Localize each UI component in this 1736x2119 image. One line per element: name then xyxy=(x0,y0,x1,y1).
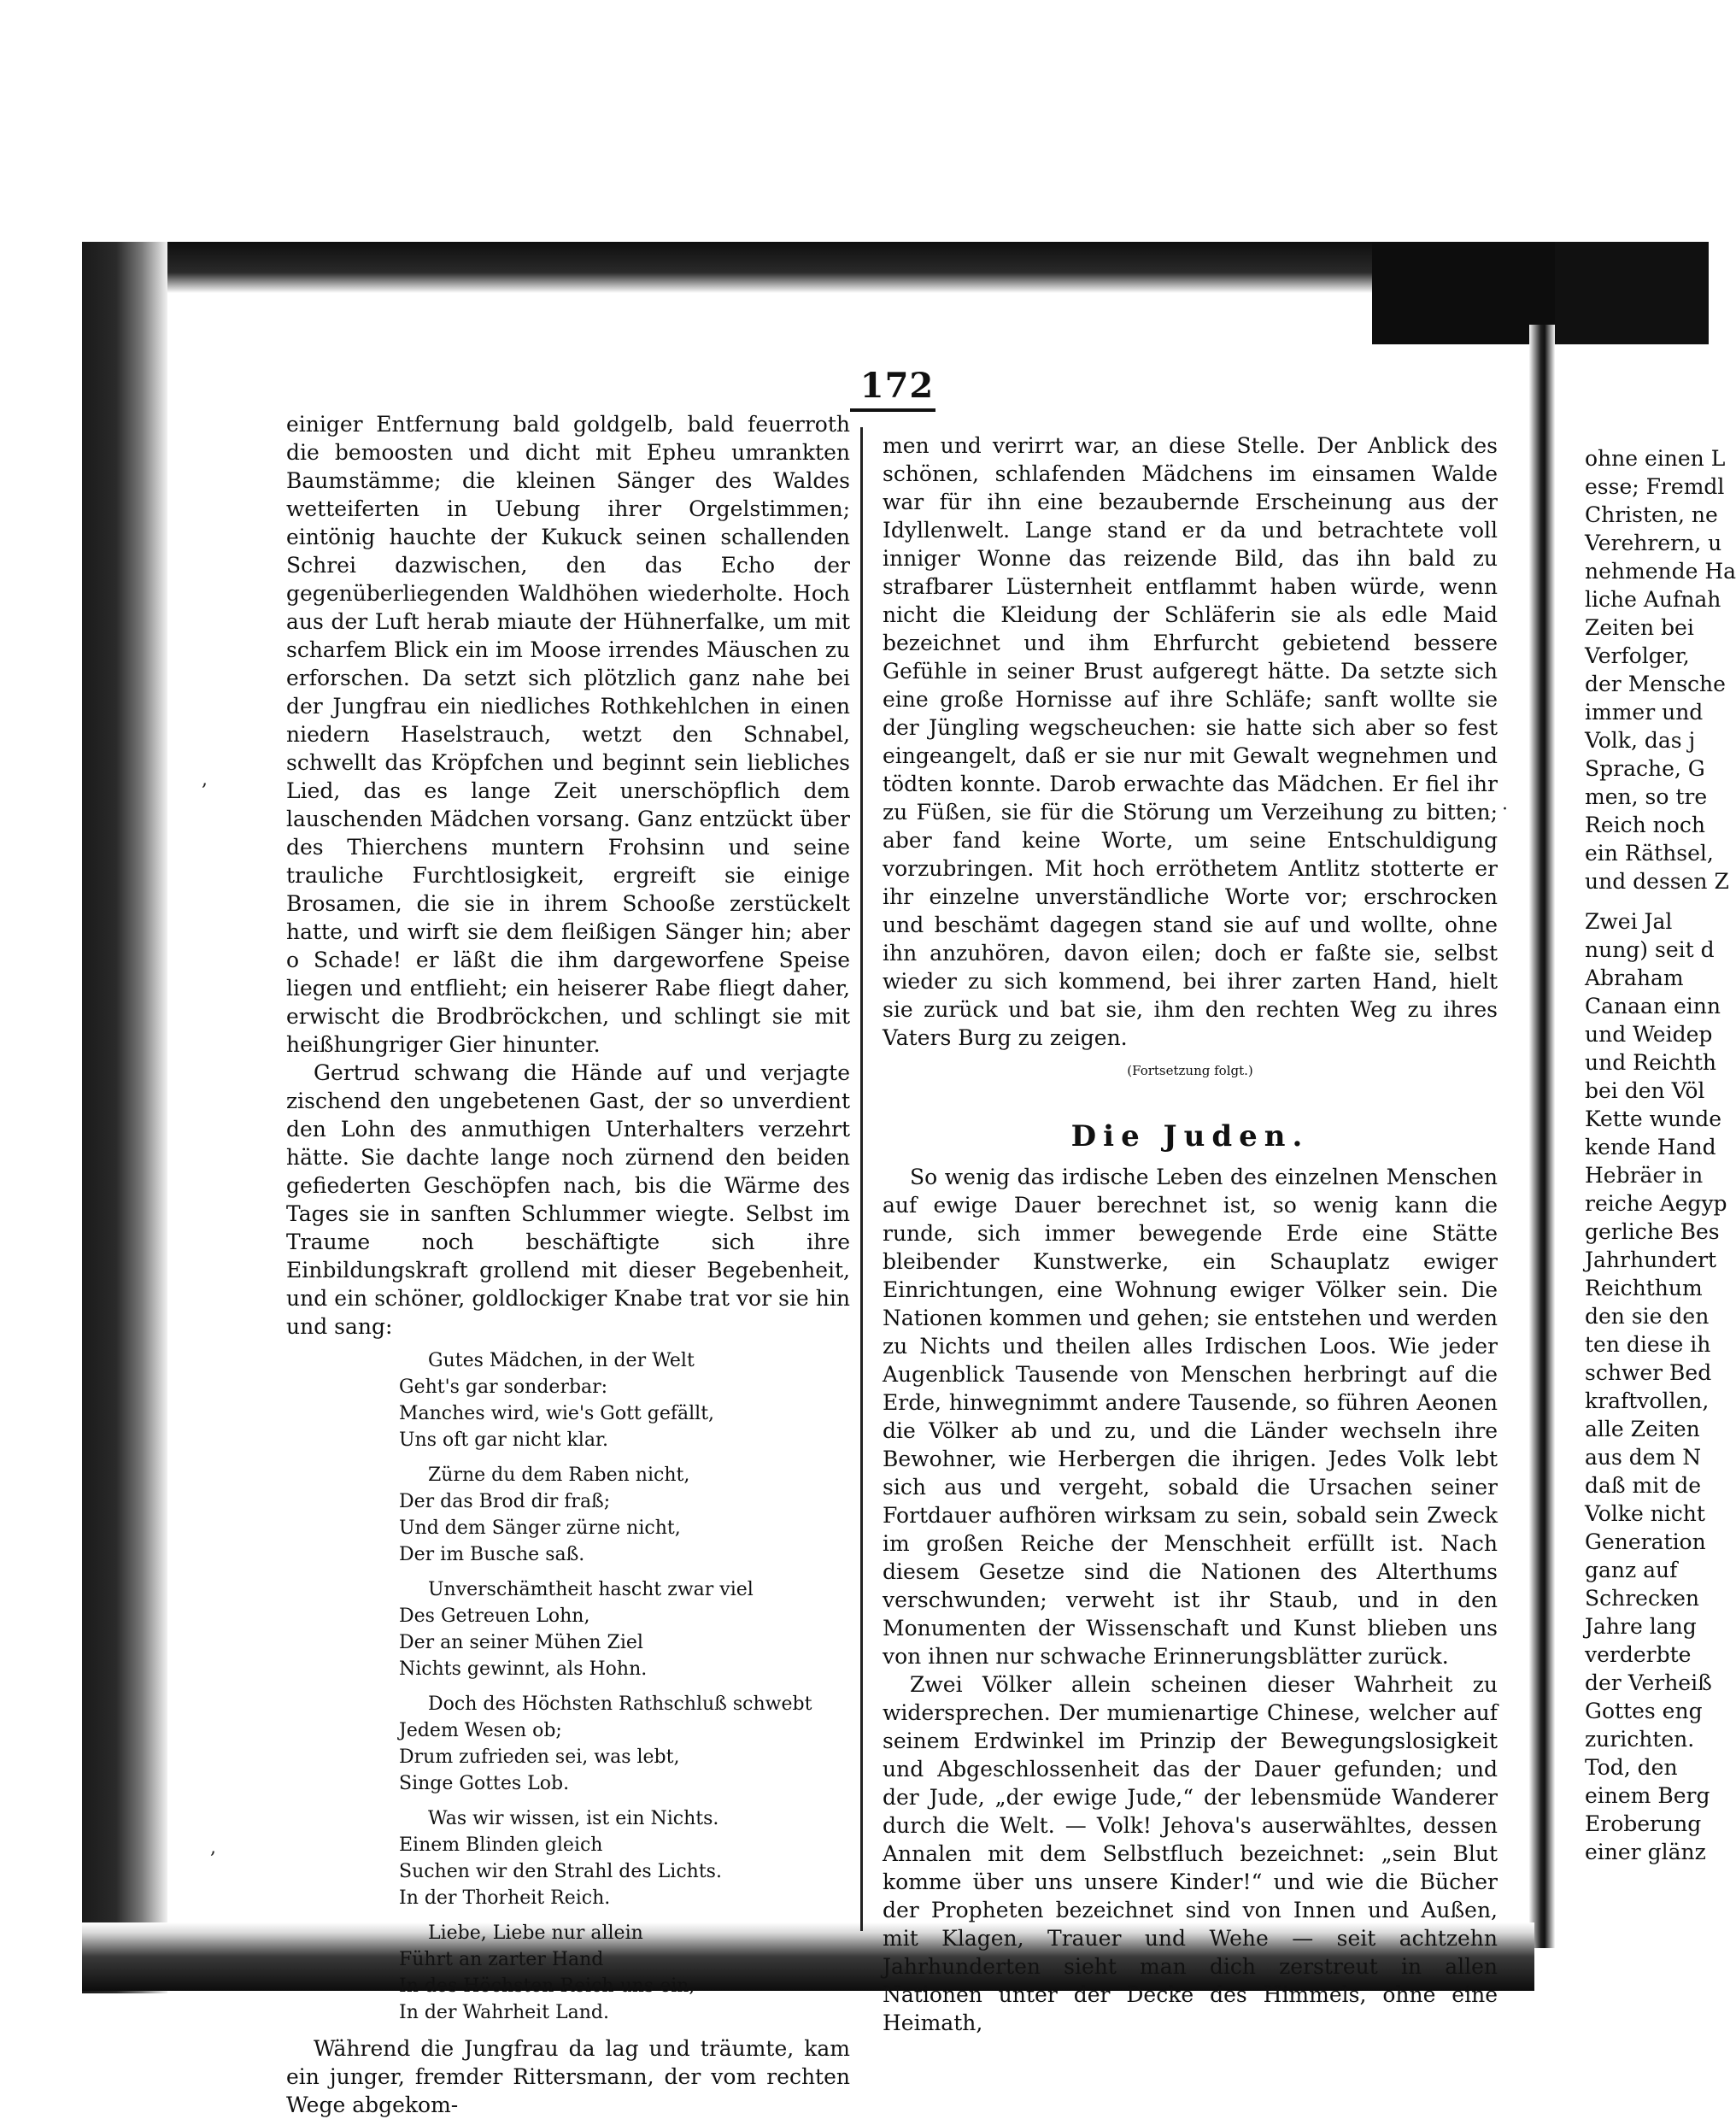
right-fragment-line: esse; Fremdl xyxy=(1585,474,1725,499)
right-fragment-line: men, so tre xyxy=(1585,784,1708,809)
right-fragment-line: alle Zeiten xyxy=(1585,1417,1700,1441)
right-fragment-line: einer glänz xyxy=(1585,1840,1706,1864)
margin-mark: , xyxy=(210,1837,216,1858)
poem-line: Drum zufrieden sei, was lebt, xyxy=(399,1746,680,1768)
poem-line: Führt an zarter Hand xyxy=(399,1949,604,1970)
poem-line: Und dem Sänger zürne nicht, xyxy=(399,1517,681,1539)
right-fragment-line: immer und xyxy=(1585,700,1704,725)
right-fragment-line: Volk, das j xyxy=(1585,728,1696,753)
poem-line: In der Thorheit Reich. xyxy=(399,1887,611,1909)
right-fragment-line: gerliche Bes xyxy=(1585,1219,1720,1244)
right-fragment-line: Zwei Jal xyxy=(1585,909,1673,934)
poem-line: Der im Busche saß. xyxy=(399,1544,585,1565)
poem-stanza xyxy=(399,1691,850,1797)
poem-line: Singe Gottes Lob. xyxy=(399,1773,570,1794)
book-left-edge-shadow xyxy=(82,242,167,1993)
page-number: 172 xyxy=(859,366,935,406)
poem-line: Zürne du dem Raben nicht, xyxy=(428,1465,690,1486)
poem-line: In der Wahrheit Land. xyxy=(399,2002,609,2023)
right-fragment-line: einem Berg xyxy=(1585,1783,1710,1808)
right-fragment-line: Reich noch xyxy=(1585,813,1705,837)
right-fragment-line: Abraham xyxy=(1585,966,1684,990)
right-fragment-line: Reichthum xyxy=(1585,1276,1703,1300)
right-fragment-line: ganz auf xyxy=(1585,1558,1678,1582)
right-fragment-line: Generation xyxy=(1585,1529,1706,1554)
right-fragment-line: Volke nicht xyxy=(1585,1501,1705,1526)
right-fragment-line: schwer Bed xyxy=(1585,1360,1712,1385)
right-fragment-line: ten diese ih xyxy=(1585,1332,1711,1357)
page-gutter xyxy=(1529,325,1555,1948)
poem-line: Was wir wissen, ist ein Nichts. xyxy=(428,1808,719,1829)
right-fragment-line: den sie den xyxy=(1585,1304,1710,1329)
poem-line: Der das Brod dir fraß; xyxy=(399,1491,611,1512)
right-fragment-line: Zeiten bei xyxy=(1585,615,1694,640)
poem-stanza xyxy=(399,1576,850,1682)
right-fragment-line: kende Hand xyxy=(1585,1135,1716,1159)
right-fragment-line: Eroberung xyxy=(1585,1811,1702,1836)
poem-line: Unverschämtheit hascht zwar viel xyxy=(428,1579,754,1600)
right-fragment-line: daß mit de xyxy=(1585,1473,1702,1498)
right-fragment-line: Verfolger, xyxy=(1585,643,1690,668)
right-fragment-line: Verehrern, u xyxy=(1585,531,1722,555)
column-divider xyxy=(860,427,863,1931)
right-fragment-line: Christen, ne xyxy=(1585,502,1718,527)
poem-line: Uns oft gar nicht klar. xyxy=(399,1429,609,1451)
right-fragment-line: Tod, den xyxy=(1585,1755,1678,1780)
right-page-top-shadow xyxy=(1555,242,1709,344)
poem-line: Liebe, Liebe nur allein xyxy=(428,1922,643,1944)
right-fragment-line: zurichten. xyxy=(1585,1727,1695,1752)
right-fragment-line: Jahrhundert xyxy=(1585,1247,1717,1272)
right-fragment-line: liche Aufnah xyxy=(1585,587,1721,612)
book-top-edge-shadow xyxy=(82,242,1372,293)
page-number-rule xyxy=(850,408,935,412)
left-paragraph-3: Während die Jungfrau da lag und träumte, kam ein junger, fremder Rittersmann, der vom rechten Wege abgekom- xyxy=(286,2036,850,2117)
poem-stanza xyxy=(399,1920,850,2026)
right-fragment-line: nung) seit d xyxy=(1585,937,1715,962)
poem-stanza xyxy=(399,1805,850,1911)
poem-line: Jedem Wesen ob; xyxy=(399,1720,562,1741)
poem-line: Der an seiner Mühen Ziel xyxy=(399,1632,643,1653)
right-column-fragment xyxy=(1585,444,1736,1866)
right-fragment-line: Sprache, G xyxy=(1585,756,1705,781)
middle-paragraph-1: men und verirrt war, an diese Stelle. Der Anblick des schönen, schlafenden Mädchens im einsamen Walde war für ihn eine bezaubernde Erscheinung aus der Idyllenwelt. Lange stand er da und betrachtete voll inniger Wonne das reizende Bild, das ihn bald zu strafbarer Lüsternheit entflammt haben würde, wenn nicht die Kleidung der Schläferin sie als edle Maid bezeichnet und ihm Ehrfurcht gebietend bessere Gefühle in seiner Brust aufgeregt hätte. Da setzte sich eine große Hornisse auf ihre Schläfe; sanft wollte sie der Jüngling wegscheuchen: sie hatte sich aber so fest eingeangelt, daß er sie nur mit Gewalt wegnehmen und tödten konnte. Darob erwachte das Mädchen. Er fiel ihr zu Füßen, sie für die Störung um Verzeihung zu bitten; aber fand keine Worte, um seine Entschuldigung vorzubringen. Mit hoch erröthetem Antlitz stotterte er ihr einzelne unverständliche Worte vor; erschrocken und beschämt dagegen stand sie auf und wollte, ohne ihn anzuhören, davon eilen; doch er faßte sie, selbst wieder zu sich kommend, bei ihrer zarten Hand, hielt sie zurück und bat sie, ihm den rechten Weg zu ihres Vaters Burg zu zeigen. xyxy=(883,433,1498,1050)
right-fragment-line: Kette wunde xyxy=(1585,1106,1722,1131)
article-heading: Die Juden. xyxy=(1070,1119,1310,1153)
poem xyxy=(399,1347,850,2026)
continued-note: (Fortsetzung folgt.) xyxy=(1127,1063,1253,1078)
poem-stanza xyxy=(399,1462,850,1568)
left-paragraph-1: einiger Entfernung bald goldgelb, bald feuerroth die bemoosten und dicht mit Epheu umrankten Baumstämme; die kleinen Sänger des Waldes wetteiferten in Uebung ihrer Orgelstimmen; eintönig hauchte der Kukuck seinen schallenden Schrei dazwischen, den das Echo der gegenüberliegenden Waldhöhen wiederholte. Hoch aus der Luft herab miaute der Hühnerfalke, um mit scharfem Blick ein im Moose irrendes Mäuschen zu erforschen. Da setzt sich plötzlich ganz nahe bei der Jungfrau ein niedliches Rothkehlchen in einen niedern Haselstrauch, wetzt den Schnabel, schwellt das Kröpfchen und beginnt sein liebliches Lied, das es lange Zeit unerschöpflich dem lauschenden Mädchen vorsang. Ganz entzückt über des Thierchens muntern Frohsinn und seine trauliche Furchtlosigkeit, ergreift sie einige Brosamen, die sie in ihrem Schooße zerstückelt hatte, und wirft sie dem fleißigen Sänger hin; aber o Schade! er läßt die ihm dargeworfene Speise liegen und entflieht; ein heiserer Rabe fliegt daher, erwischt die Brodbröckchen, und schlingt sie mit heißhungriger Gier hinunter. xyxy=(286,412,850,1057)
right-fragment-line: kraftvollen, xyxy=(1585,1388,1710,1413)
poem-line: Einem Blinden gleich xyxy=(399,1834,603,1856)
poem-line: Gutes Mädchen, in der Welt xyxy=(428,1350,695,1371)
left-column xyxy=(286,410,850,2119)
margin-mark: · xyxy=(1502,799,1508,820)
right-fragment-line: und Weidep xyxy=(1585,1022,1713,1047)
right-fragment-line: bei den Völ xyxy=(1585,1078,1705,1103)
middle-paragraph-3: Zwei Völker allein scheinen dieser Wahrheit zu widersprechen. Der mumienartige Chinese, welcher auf seinem Erdwinkel im Prinzip der Bewegungslosigkeit und Abgeschlossenheit das der Dauer gefunden; und der Jude, „der ewige Jude,“ der lebensmüde Wanderer durch die Welt. — Volk! Jehova's auserwähltes, dessen Annalen mit dem Selbstfluch bezeichnet: „sein Blut komme über uns unsere Kinder!“ und wie die Bücher der Propheten bezeichnet sind von Innen und Außen, mit Klagen, Trauer und Wehe — seit achtzehn Jahrhunderten sieht man dich zerstreut in allen Nationen unter der Decke des Himmels, ohne eine Heimath, xyxy=(883,1672,1498,2035)
poem-line: Manches wird, wie's Gott gefällt, xyxy=(399,1403,715,1424)
right-fragment-line: Canaan einn xyxy=(1585,994,1721,1018)
right-fragment-line: und dessen Z xyxy=(1585,869,1729,894)
right-fragment-line: Schrecken xyxy=(1585,1586,1700,1611)
right-fragment-line: Jahre lang xyxy=(1585,1614,1697,1639)
right-fragment-line: der Verheiß xyxy=(1585,1670,1712,1695)
poem-line: Nichts gewinnt, als Hohn. xyxy=(399,1658,648,1680)
poem-line: Des Getreuen Lohn, xyxy=(399,1605,590,1627)
right-fragment-line: verderbte xyxy=(1585,1642,1692,1667)
poem-line: Doch des Höchsten Rathschluß schwebt xyxy=(428,1693,812,1715)
right-fragment-line: nehmende Ha xyxy=(1585,559,1736,584)
right-fragment-line: der Mensche xyxy=(1585,672,1726,696)
margin-mark: , xyxy=(202,769,208,790)
right-fragment-line: ohne einen L xyxy=(1585,446,1726,471)
right-fragment-line: und Reichth xyxy=(1585,1050,1717,1075)
middle-paragraph-2: So wenig das irdische Leben des einzelnen Menschen auf ewige Dauer berechnet ist, so wenig kann die runde, sich immer bewegende Erde eine Stätte bleibender Kunstwerke, ein Schauplatz ewiger Einrichtungen, eine Wohnung ewiger Völker sein. Die Nationen kommen und gehen; sie entstehen und werden zu Nichts und theilen alles Irdischen Loos. Wie jeder Augenblick Tausende von Menschen herbringt auf die Erde, hinwegnimmt andere Tausende, so führen Aeonen die Völker ab und zu, und die Länder wechseln ihre Bewohner, wie Herbergen die ihrigen. Jedes Volk lebt sich aus und vergeht, sobald die Ursachen seiner Fortdauer aufhören wirksam zu sein, sobald sein Zweck im großen Reiche der Menschheit erfüllt ist. Nach diesem Gesetze sind die Nationen des Alterthums verschwunden; verweht ist ihr Staub, und in den Monumenten der Wissenschaft und Kunst blieben uns von ihnen nur schwache Erinnerungsblätter zurück. xyxy=(883,1165,1498,1669)
right-fragment-line: aus dem N xyxy=(1585,1445,1702,1470)
poem-line: Suchen wir den Strahl des Lichts. xyxy=(399,1861,722,1882)
poem-line: Geht's gar sonderbar: xyxy=(399,1376,608,1398)
right-fragment-line: ein Räthsel, xyxy=(1585,841,1714,866)
poem-line: In des Höchsten Reich uns ein, xyxy=(399,1975,695,1997)
right-fragment-line: Hebräer in xyxy=(1585,1163,1704,1188)
left-paragraph-2: Gertrud schwang die Hände auf und verjagte zischend den ungebetenen Gast, der so unverdient den Lohn des anmuthigen Unterhalters verzehrt hätte. Sie dachte lange noch zürnend den beiden gefiederten Geschöpfen nach, bis die Wärme des Tages sie in sanften Schlummer wiegte. Selbst im Traume noch beschäftigte sich ihre Einbildungskraft grollend mit dieser Begebenheit, und ein schöner, goldlockiger Knabe trat vor sie hin und sang: xyxy=(286,1060,850,1339)
right-fragment-line: reiche Aegyp xyxy=(1585,1191,1727,1216)
middle-column xyxy=(883,431,1498,2037)
right-fragment-line: Gottes eng xyxy=(1585,1699,1703,1723)
poem-stanza xyxy=(399,1347,850,1453)
